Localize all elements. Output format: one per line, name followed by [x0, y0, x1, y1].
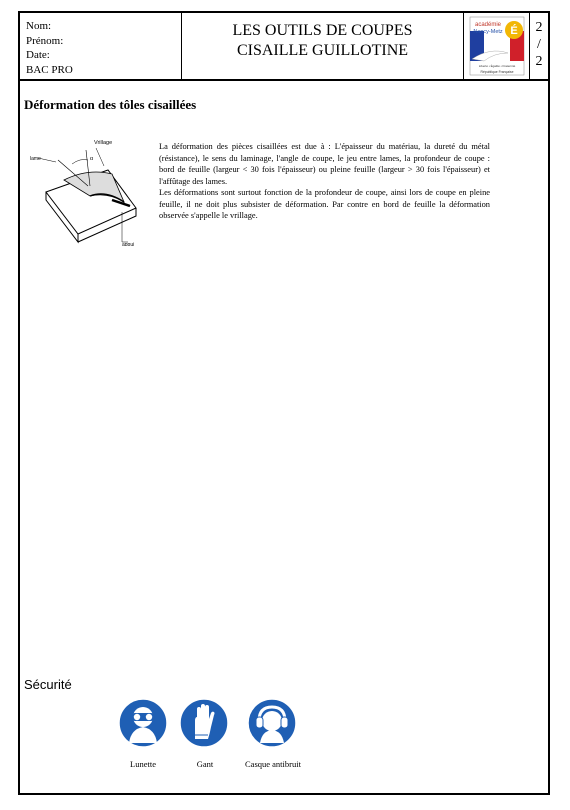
name-field-label: Nom: — [26, 20, 52, 32]
section-title: Déformation des tôles cisaillées — [24, 97, 197, 112]
figure-label-angle: α — [90, 156, 94, 162]
safety-title: Sécurité — [24, 677, 72, 692]
logo-footer-2: République Française — [480, 70, 514, 74]
safety-goggles-icon — [117, 697, 169, 749]
document-title — [182, 13, 464, 79]
academy-logo — [464, 13, 530, 79]
student-info-cell — [20, 13, 182, 79]
ear-protection-sign — [246, 697, 298, 749]
page-total: 2 — [535, 54, 543, 69]
page-number — [530, 13, 548, 79]
title-line-2: CISAILLE GUILLOTINE — [236, 42, 409, 59]
paragraph-depth: Les déformations sont surtout fonction de la profondeur de coupe, ainsi lors de coupe en pleine feuille, il ne doit plus subsister de déformation. Par contre en bord de feuille la déformation observée s'appelle le vrillage. — [159, 188, 490, 220]
figure-label-vrillage: Vrillage — [94, 140, 113, 146]
logo-line-1: académie — [474, 22, 502, 28]
safety-label-lunette: Lunette — [130, 759, 156, 769]
academy-logo-icon — [464, 13, 530, 79]
logo-footer: Liberté • Égalité • Fraternité — [478, 64, 516, 68]
safety-gloves-icon — [178, 697, 230, 749]
ear-protection-icon — [246, 697, 298, 749]
logo-line-2: Nancy-Metz — [473, 29, 503, 35]
sheet-deformation-diagram-icon — [28, 130, 140, 246]
page-frame — [18, 11, 550, 795]
figure-label-appui: appui — [122, 242, 135, 246]
class-label: BAC PRO — [26, 63, 73, 76]
firstname-field-label: Prénom: — [26, 34, 64, 47]
date-field-label: Date: — [26, 49, 50, 61]
header-table — [20, 13, 548, 81]
page-separator: / — [537, 37, 541, 52]
deformation-description — [159, 141, 490, 222]
shear-deformation-figure — [28, 130, 140, 246]
title-line-1: LES OUTILS DE COUPES — [232, 22, 413, 39]
page-current: 2 — [535, 20, 543, 35]
safety-label-casque: Casque antibruit — [245, 759, 301, 769]
safety-gloves-sign — [178, 697, 230, 749]
safety-goggles-sign — [117, 697, 169, 749]
logo-letter: É — [510, 25, 518, 37]
safety-label-gant: Gant — [196, 759, 214, 769]
paragraph-causes: La déformation des pièces cisaillées est due à : L'épaisseur du matériau, la dureté du métal (résistance), le sens du laminage, l'angle de coupe, le jeu entre lames, la profondeur de coupe : bord de feuille (largeur < 30 fois l'épaisseur) ou pleine feuille (largeur > 30 fois l'épaisseur) et l'affûtage des lames. — [159, 142, 490, 186]
figure-label-lame: lame — [30, 156, 41, 162]
